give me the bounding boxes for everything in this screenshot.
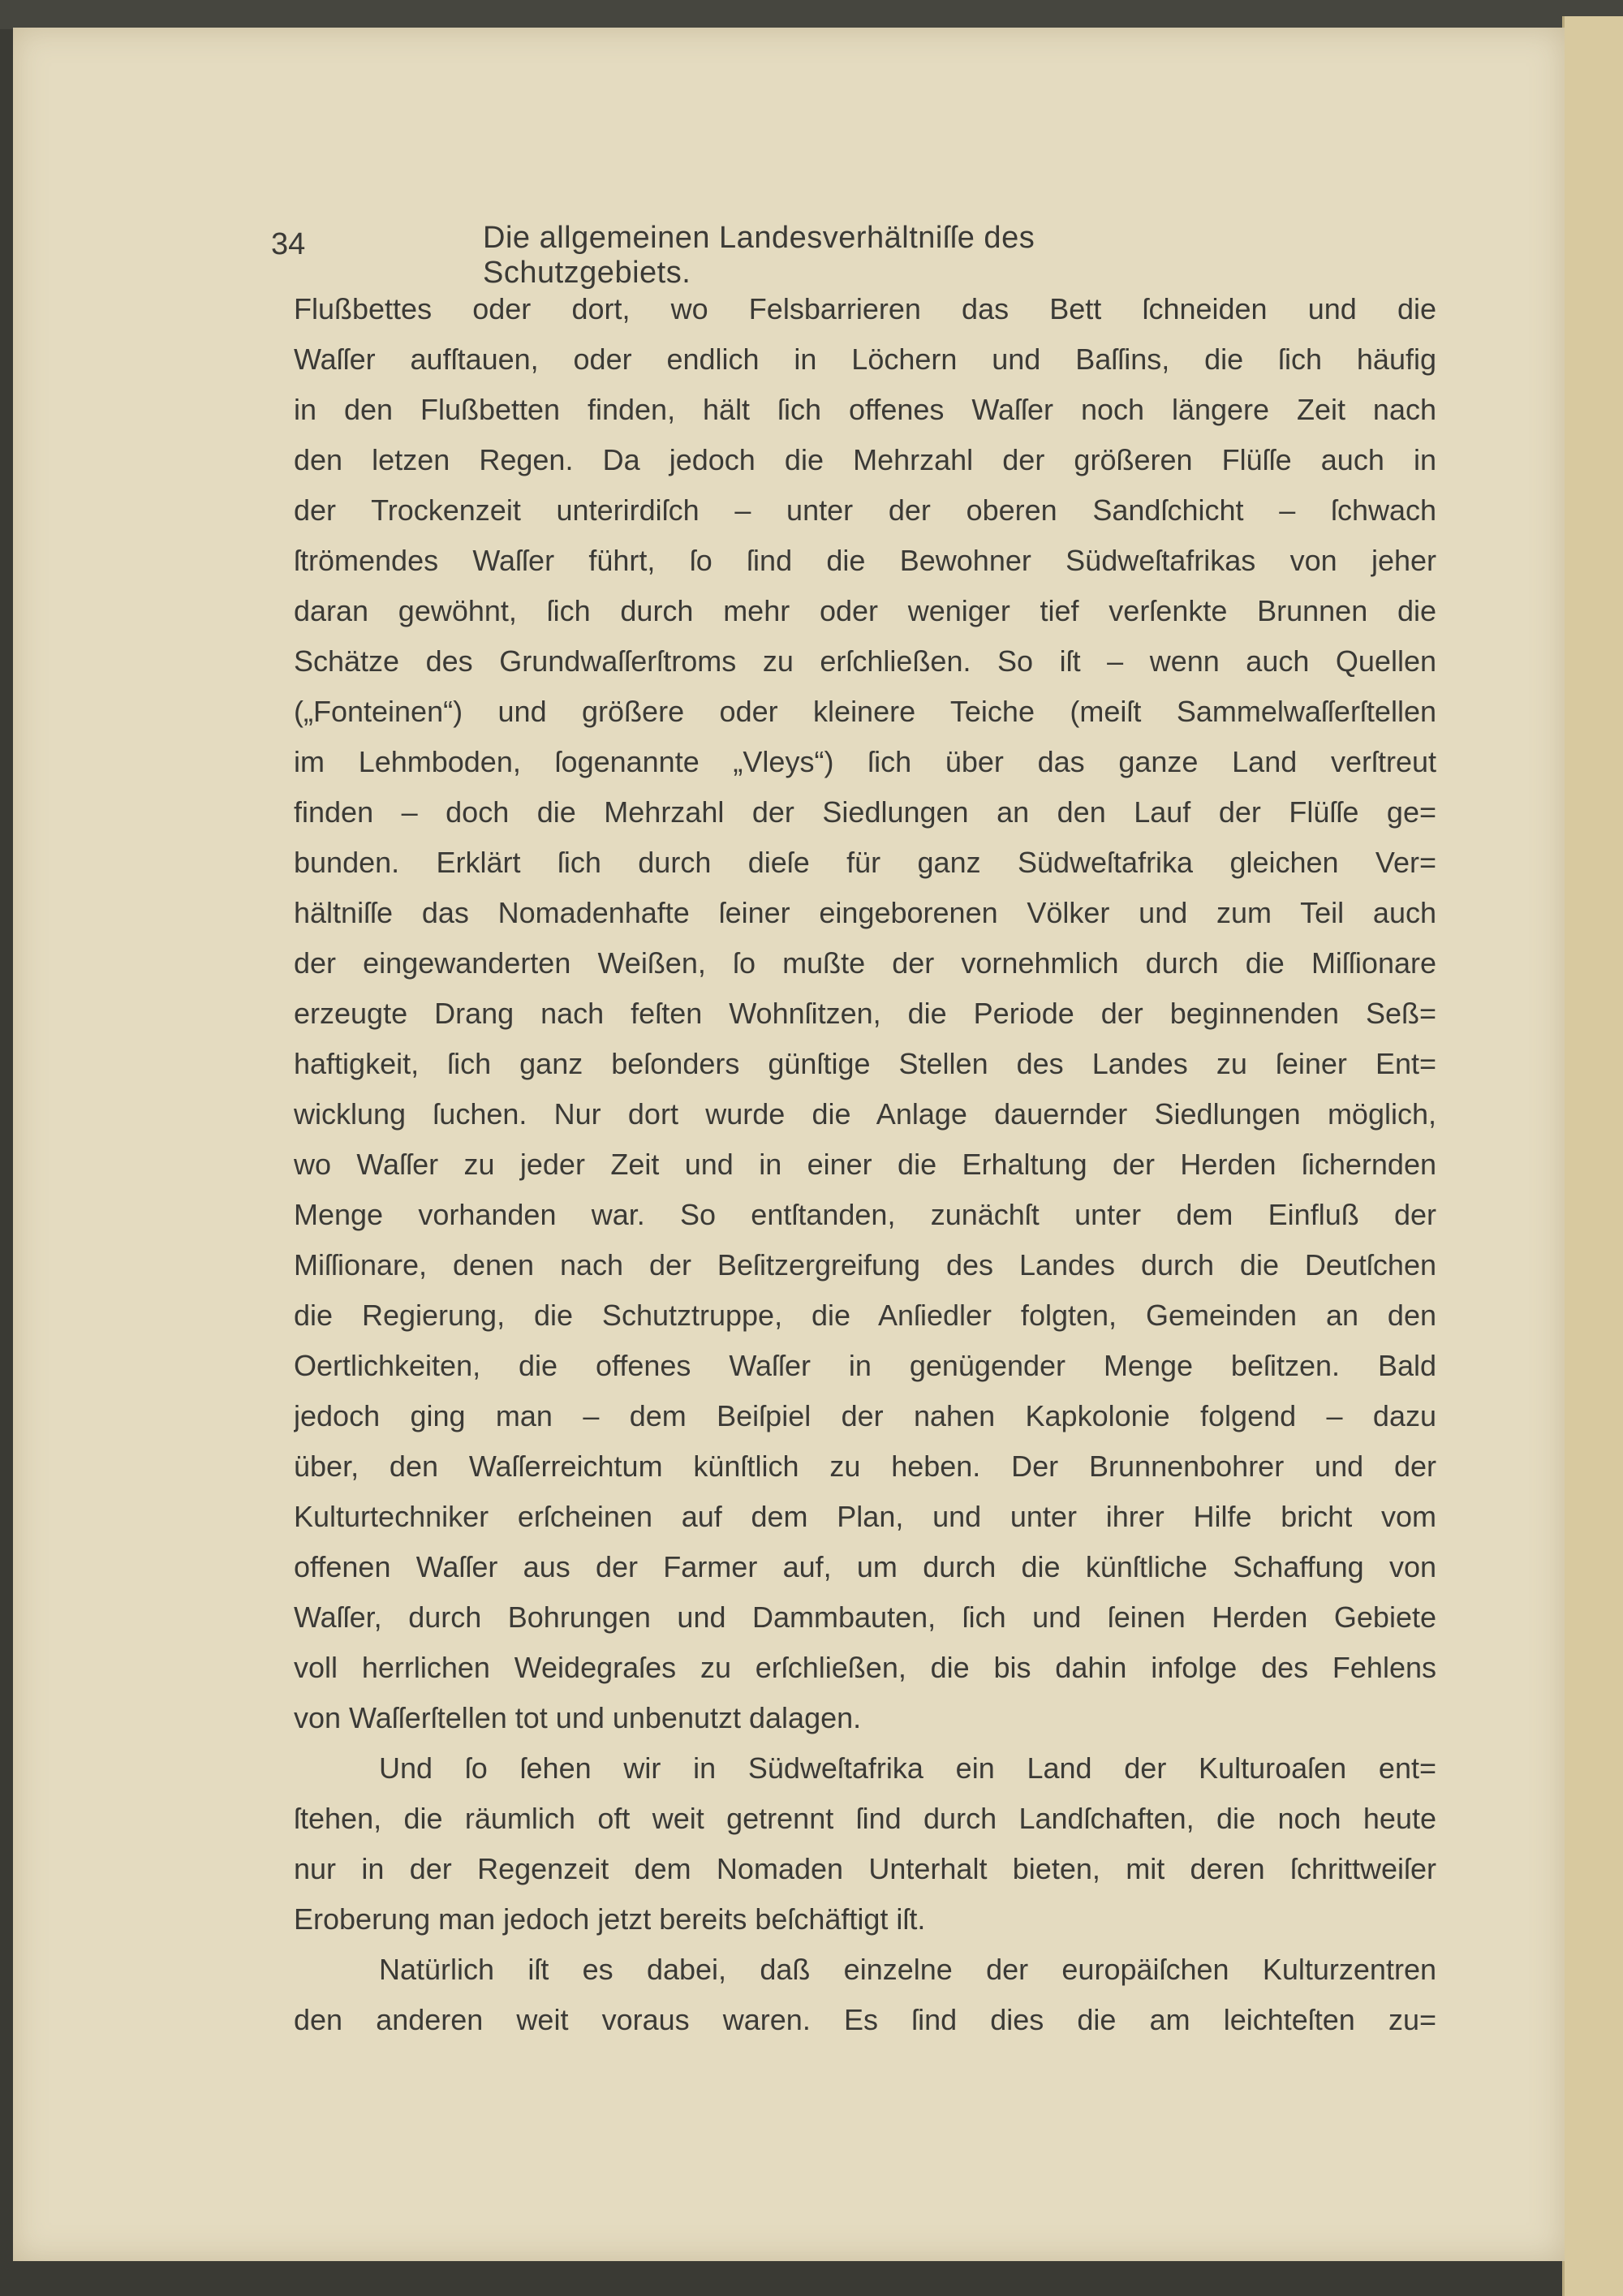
text-line: voll herrlichen Weidegraſes zu erſchließen, die bis dahin infolge des Fehlens — [294, 1651, 1436, 1684]
text-line: finden – doch die Mehrzahl der Siedlungen an den Lauf der Flüſſe ge= — [294, 795, 1436, 829]
running-title: Die allgemeinen Landesverhältniſſe des Schutzgebiets. — [483, 221, 1035, 290]
text-line: der eingewanderten Weißen, ſo mußte der vornehmlich durch die Miſſionare — [294, 946, 1436, 980]
text-line: („Fonteinen“) und größere oder kleinere Teiche (meiſt Sammelwaſſerſtellen — [294, 695, 1436, 728]
adjacent-page-edge — [1562, 16, 1623, 2296]
text-line: Menge vorhanden war. So entſtanden, zunächſt unter dem Einfluß der — [294, 1198, 1436, 1231]
text-line: hältniſſe das Nomadenhafte ſeiner eingeborenen Völker und zum Teil auch — [294, 896, 1436, 929]
text-line: den anderen weit voraus waren. Es ſind dies die am leichteſten zu= — [294, 2003, 1436, 2036]
text-line: Oertlichkeiten, die offenes Waſſer in genügender Menge beſitzen. Bald — [294, 1349, 1436, 1382]
text-line: Waſſer aufſtauen, oder endlich in Löchern und Baſſins, die ſich häufig — [294, 342, 1436, 376]
text-line: wicklung ſuchen. Nur dort wurde die Anlage dauernder Siedlungen möglich, — [294, 1097, 1436, 1131]
text-line: wo Waſſer zu jeder Zeit und in einer die Erhaltung der Herden ſichernden — [294, 1148, 1436, 1181]
text-line: über, den Waſſerreichtum künſtlich zu heben. Der Brunnenbohrer und der — [294, 1450, 1436, 1483]
text-line: im Lehmboden, ſogenannte „Vleys“) ſich über das ganze Land verſtreut — [294, 745, 1436, 778]
page-number: 34 — [271, 227, 306, 261]
text-line: ſtrömendes Waſſer führt, ſo ſind die Bewohner Südweſtafrikas von jeher — [294, 544, 1436, 577]
text-line: erzeugte Drang nach feſten Wohnſitzen, die Periode der beginnenden Seß= — [294, 997, 1436, 1030]
text-line: daran gewöhnt, ſich durch mehr oder weniger tief verſenkte Brunnen die — [294, 594, 1436, 627]
text-line: Schätze des Grundwaſſerſtroms zu erſchließen. So iſt – wenn auch Quellen — [294, 644, 1436, 678]
text-line: der Trockenzeit unterirdiſch – unter der oberen Sandſchicht – ſchwach — [294, 493, 1436, 527]
text-line: Waſſer, durch Bohrungen und Dammbauten, ſich und ſeinen Herden Gebiete — [294, 1600, 1436, 1634]
text-line: nur in der Regenzeit dem Nomaden Unterhalt bieten, mit deren ſchrittweiſer — [294, 1852, 1436, 1885]
body-text — [294, 292, 1436, 2053]
text-line: Eroberung man jedoch jetzt bereits beſchäftigt iſt. — [294, 1902, 926, 1936]
text-line: Und ſo ſehen wir in Südweſtafrika ein Land der Kulturoaſen ent= — [379, 1751, 1436, 1785]
scan-top-edge — [0, 0, 1623, 29]
text-line: haftigkeit, ſich ganz beſonders günſtige Stellen des Landes zu ſeiner Ent= — [294, 1047, 1436, 1080]
text-line: offenen Waſſer aus der Farmer auf, um durch die künſtliche Schaffung von — [294, 1550, 1436, 1583]
text-line: den letzen Regen. Da jedoch die Mehrzahl der größeren Flüſſe auch in — [294, 443, 1436, 476]
text-line: von Waſſerſtellen tot und unbenutzt dalagen. — [294, 1701, 862, 1734]
text-line: Natürlich iſt es dabei, daß einzelne der europäiſchen Kulturzentren — [379, 1953, 1436, 1986]
text-line: Kulturtechniker erſcheinen auf dem Plan, und unter ihrer Hilfe bricht vom — [294, 1500, 1436, 1533]
text-line: Miſſionare, denen nach der Beſitzergreifung des Landes durch die Deutſchen — [294, 1248, 1436, 1282]
text-line: die Regierung, die Schutztruppe, die Anſiedler folgten, Gemeinden an den — [294, 1299, 1436, 1332]
text-line: ſtehen, die räumlich oft weit getrennt ſind durch Landſchaften, die noch heute — [294, 1802, 1436, 1835]
text-line: in den Flußbetten finden, hält ſich offenes Waſſer noch längere Zeit nach — [294, 393, 1436, 426]
text-line: jedoch ging man – dem Beiſpiel der nahen Kapkolonie folgend – dazu — [294, 1399, 1436, 1432]
text-line: Flußbettes oder dort, wo Felsbarrieren das Bett ſchneiden und die — [294, 292, 1436, 325]
text-line: bunden. Erklärt ſich durch dieſe für ganz Südweſtafrika gleichen Ver= — [294, 846, 1436, 879]
